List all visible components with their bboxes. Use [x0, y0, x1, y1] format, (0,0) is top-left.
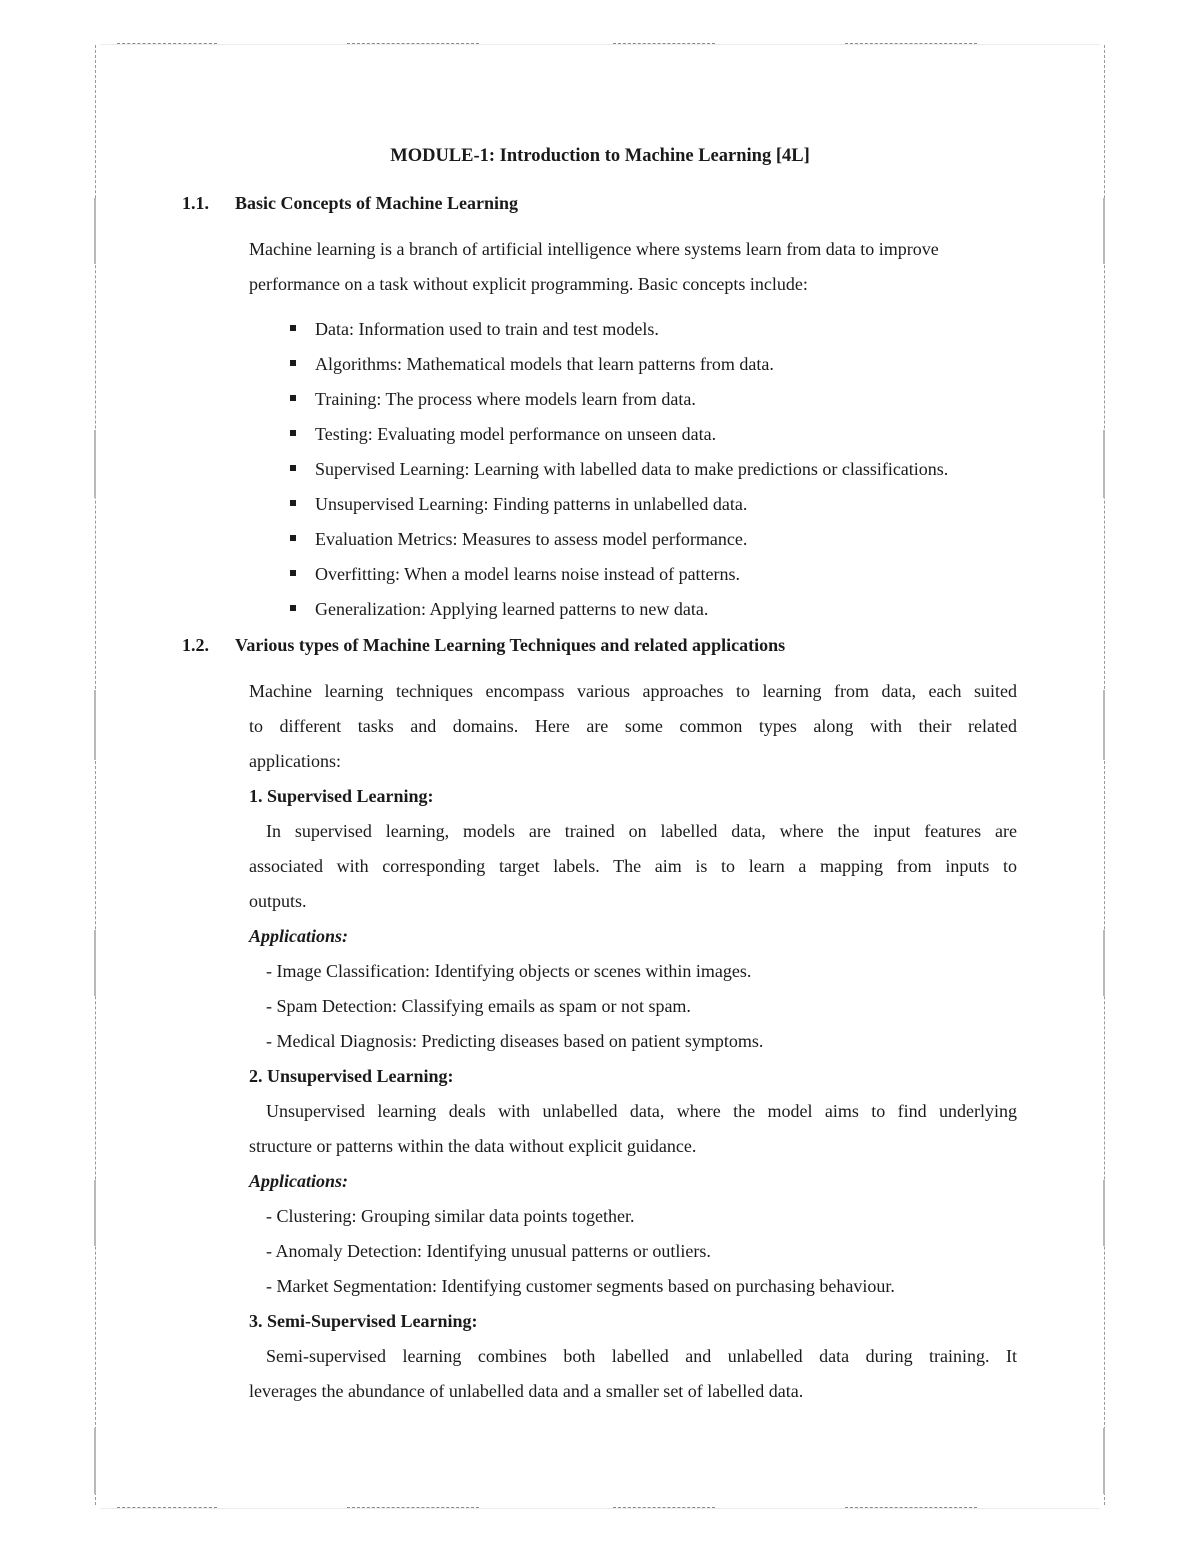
- square-bullet-icon: [290, 605, 296, 611]
- applications-label: Applications:: [249, 1171, 349, 1191]
- application-item: - Image Classification: Identifying objects or scenes within images.: [266, 961, 752, 981]
- list-item: Training: The process where models learn from data.: [315, 389, 696, 409]
- list-item: Unsupervised Learning: Finding patterns in unlabelled data.: [315, 494, 748, 514]
- application-item: - Spam Detection: Classifying emails as spam or not spam.: [266, 996, 691, 1016]
- paragraph-line: performance on a task without explicit programming. Basic concepts include:: [249, 274, 808, 294]
- square-bullet-icon: [290, 395, 296, 401]
- list-item: Algorithms: Mathematical models that learn patterns from data.: [315, 354, 774, 374]
- section-number: 1.1.: [182, 193, 209, 213]
- paragraph-line: to different tasks and domains. Here are some common types along with their related: [249, 716, 1017, 736]
- application-item: - Anomaly Detection: Identifying unusual patterns or outliers.: [266, 1241, 711, 1261]
- paragraph-line: Semi-supervised learning combines both labelled and unlabelled data during training. It: [266, 1346, 1017, 1366]
- module-title: MODULE-1: Introduction to Machine Learning [4L]: [390, 146, 810, 166]
- square-bullet-icon: [290, 500, 296, 506]
- application-item: - Market Segmentation: Identifying customer segments based on purchasing behaviour.: [266, 1276, 895, 1296]
- list-item: Generalization: Applying learned patterns to new data.: [315, 599, 709, 619]
- section-number: 1.2.: [182, 635, 209, 655]
- paragraph-line: Machine learning techniques encompass various approaches to learning from data, each suited: [249, 681, 1017, 701]
- section-title: Basic Concepts of Machine Learning: [235, 193, 518, 213]
- paragraph-line: associated with corresponding target labels. The aim is to learn a mapping from inputs to: [249, 856, 1017, 876]
- applications-label: Applications:: [249, 926, 349, 946]
- square-bullet-icon: [290, 360, 296, 366]
- list-item: Data: Information used to train and test models.: [315, 319, 659, 339]
- list-item: Testing: Evaluating model performance on unseen data.: [315, 424, 717, 444]
- paragraph-line: structure or patterns within the data without explicit guidance.: [249, 1136, 697, 1156]
- paragraph-line: Unsupervised learning deals with unlabelled data, where the model aims to find underlying: [266, 1101, 1017, 1121]
- paragraph-line: leverages the abundance of unlabelled data and a smaller set of labelled data.: [249, 1381, 804, 1401]
- section-title: Various types of Machine Learning Techniques and related applications: [235, 635, 786, 655]
- subsection-heading: 3. Semi-Supervised Learning:: [249, 1311, 478, 1331]
- subsection-heading: 1. Supervised Learning:: [249, 786, 434, 806]
- square-bullet-icon: [290, 535, 296, 541]
- square-bullet-icon: [290, 325, 296, 331]
- paragraph-line: Machine learning is a branch of artificial intelligence where systems learn from data to improve: [249, 239, 939, 259]
- paragraph-line: In supervised learning, models are trained on labelled data, where the input features are: [266, 821, 1017, 841]
- square-bullet-icon: [290, 570, 296, 576]
- square-bullet-icon: [290, 430, 296, 436]
- list-item: Supervised Learning: Learning with labelled data to make predictions or classifications.: [315, 459, 949, 479]
- paragraph-line: applications:: [249, 751, 341, 771]
- paragraph-line: outputs.: [249, 891, 307, 911]
- square-bullet-icon: [290, 465, 296, 471]
- application-item: - Clustering: Grouping similar data points together.: [266, 1206, 635, 1226]
- list-item: Overfitting: When a model learns noise instead of patterns.: [315, 564, 741, 584]
- subsection-heading: 2. Unsupervised Learning:: [249, 1066, 454, 1086]
- list-item: Evaluation Metrics: Measures to assess model performance.: [315, 529, 748, 549]
- application-item: - Medical Diagnosis: Predicting diseases based on patient symptoms.: [266, 1031, 764, 1051]
